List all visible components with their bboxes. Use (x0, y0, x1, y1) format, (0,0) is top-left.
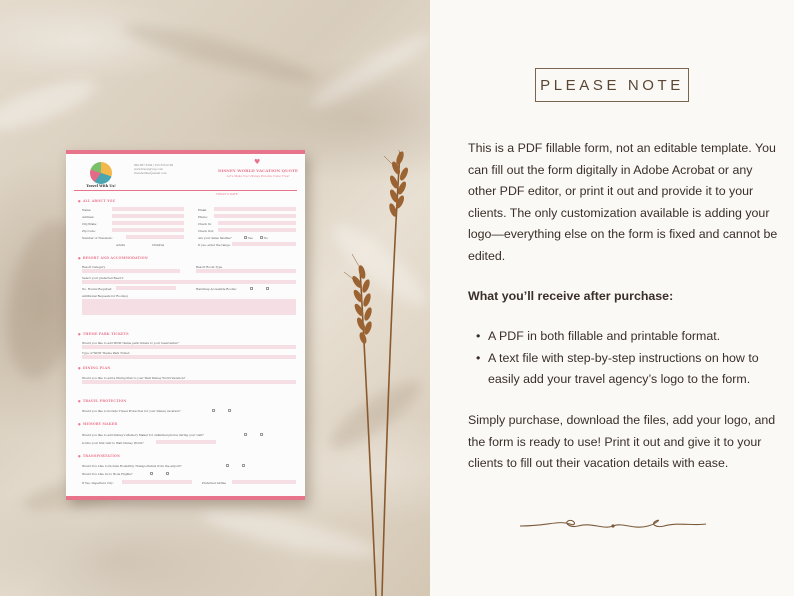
label-resort-category: Resort Category (82, 265, 106, 269)
label-city: City/State: (82, 222, 98, 226)
label-additional: Additional Requests for Room(s) (82, 294, 129, 298)
checkbox-memory-no[interactable] (260, 433, 263, 436)
form-preview (66, 150, 305, 500)
field-address[interactable] (112, 214, 184, 218)
field-travelers[interactable] (126, 235, 184, 239)
label-resort-type: Resort Room Type (196, 265, 223, 269)
section-protection: ● TRAVEL PROTECTION (78, 399, 126, 403)
flourish-divider-icon (518, 512, 708, 536)
closing-paragraph: Simply purchase, download the files, add your logo, and the form is ready to use! Print it out and give it to your clients to fill out their vacation details with ease. (468, 413, 776, 470)
label-children: Children (152, 243, 165, 247)
checkbox-no[interactable] (260, 236, 263, 239)
label-pref-resort: Select your preferred Resort: (82, 276, 124, 280)
form-top-bar (66, 150, 305, 154)
label-name: Name: (82, 208, 92, 212)
section-resort: ● RESORT AND ACCOMMODATION (78, 256, 148, 260)
field-rooms[interactable] (116, 286, 176, 290)
heart-icon: ♥ (254, 158, 261, 166)
label-dining-q: Would you like to add a Dining Plan to your Walt Disney World Vacation? (82, 376, 186, 380)
field-dining[interactable] (82, 380, 296, 384)
field-checkout[interactable] (218, 228, 296, 232)
form-bottom-bar (66, 496, 305, 500)
checkbox-flight-no[interactable] (166, 472, 169, 475)
list-item: • A PDF in both fillable and printable format. (468, 326, 784, 348)
label-handicap: Handicap Accessible Rooms: (196, 287, 237, 291)
section-tickets: ● THEME PARK TICKETS (78, 332, 129, 336)
field-resort-type[interactable] (196, 269, 296, 273)
field-departure[interactable] (122, 480, 192, 484)
field-name[interactable] (112, 207, 184, 211)
section-all-about-you: ● ALL ABOUT YOU (78, 199, 116, 203)
section-dining: ● DINING PLAN (78, 366, 110, 370)
checkbox-handicap-no[interactable] (266, 287, 269, 290)
label-tickets-q: Would you like to add WDW theme park tickets to your reservation? (82, 341, 179, 345)
logo-text: Travel With Us! (86, 184, 116, 188)
label-phone: Phone: (198, 215, 208, 219)
label-flight-q: Would You Like Us to Book Flights? (82, 472, 133, 476)
intro-paragraph: This is a PDF fillable form, not an editable template. You can fill out the form digitally in Adobe Acrobat or any other PDF editor, or print it out and provide it to your clients. The only customization available is adding your logo—everything else on the form is fixed and cannot be edited. (468, 141, 778, 263)
label-travelers: Number of Travelers: (82, 236, 113, 240)
section-memory: ● MEMORY MAKER (78, 422, 117, 426)
field-tickets[interactable] (82, 345, 296, 349)
today-date-label: TODAY'S DATE (216, 192, 238, 196)
checkbox-protection-no[interactable] (228, 409, 231, 412)
wheat-stalks-icon (330, 150, 430, 596)
label-email: Email: (198, 208, 208, 212)
field-checkin[interactable] (218, 221, 296, 225)
label-adults: Adults (116, 243, 126, 247)
label-range: If yes, enter the range: (198, 243, 231, 247)
label-departure: If Yes, Departure City: (82, 481, 114, 485)
label-airline: Preferred Airline (202, 481, 227, 485)
label-flexible: Are your dates flexible? (198, 236, 232, 240)
label-memory-q: Would you like to add Disney's Memory Maker for unlimited photos during your visit? (82, 433, 204, 437)
checkbox-protection-yes[interactable] (212, 409, 215, 412)
field-city[interactable] (112, 221, 184, 225)
receive-heading: What you’ll receive after purchase: (468, 289, 674, 303)
agency-logo-icon (90, 162, 112, 184)
checkbox-flight-yes[interactable] (150, 472, 153, 475)
divider (74, 190, 297, 191)
field-range[interactable] (232, 242, 296, 246)
please-note-box (535, 68, 689, 102)
field-additional[interactable] (82, 299, 296, 315)
label-zip: Zip Code: (82, 229, 96, 233)
field-phone[interactable] (214, 214, 296, 218)
field-zip[interactable] (112, 228, 184, 232)
field-first-time[interactable] (156, 440, 216, 444)
label-checkout: Check Out: (198, 229, 214, 233)
list-item: • A text file with step-by-step instructions on how to easily add your travel agency’s logo to the form. (468, 348, 784, 391)
field-pref-resort[interactable] (82, 280, 296, 284)
form-title: DISNEY WORLD VACATION QUOTE (218, 168, 298, 173)
label-first-time: Is this your first visit to Walt Disney World? (82, 441, 144, 445)
label-protection-q: Would you like to include Travel Protection for your Disney vacation? (82, 409, 181, 413)
contact-info: 800-867-5309 | 555-555-0199 www.travelgroup.com travelwithus@email.com (134, 164, 174, 175)
label-address: Address: (82, 215, 95, 219)
info-panel (430, 0, 794, 596)
section-transportation: ● TRANSPORTATION (78, 454, 120, 458)
label-rooms: No. Rooms Required: (82, 287, 113, 291)
form-subtitle: Let's Make Your Disney Dreams Come True! (226, 174, 290, 178)
label-transport-q: Would You Like to Include Roundtrip Transportation from the airport? (82, 464, 182, 468)
checkbox-transport-yes[interactable] (226, 464, 229, 467)
checkbox-handicap-yes[interactable] (250, 287, 253, 290)
label-ticket-type: Type of WDW Theme Park Ticket: (82, 351, 130, 355)
label-checkin: Check In: (198, 222, 212, 226)
field-email[interactable] (214, 207, 296, 211)
checkbox-memory-yes[interactable] (244, 433, 247, 436)
checkbox-yes[interactable] (244, 236, 247, 239)
field-resort-category[interactable] (82, 269, 180, 273)
please-note-title: PLEASE NOTE (540, 76, 684, 94)
field-ticket-type[interactable] (82, 355, 296, 359)
checkbox-transport-no[interactable] (242, 464, 245, 467)
label-no: No (264, 236, 269, 240)
receive-list (468, 326, 784, 391)
field-airline[interactable] (232, 480, 296, 484)
label-yes: Yes (248, 236, 253, 240)
